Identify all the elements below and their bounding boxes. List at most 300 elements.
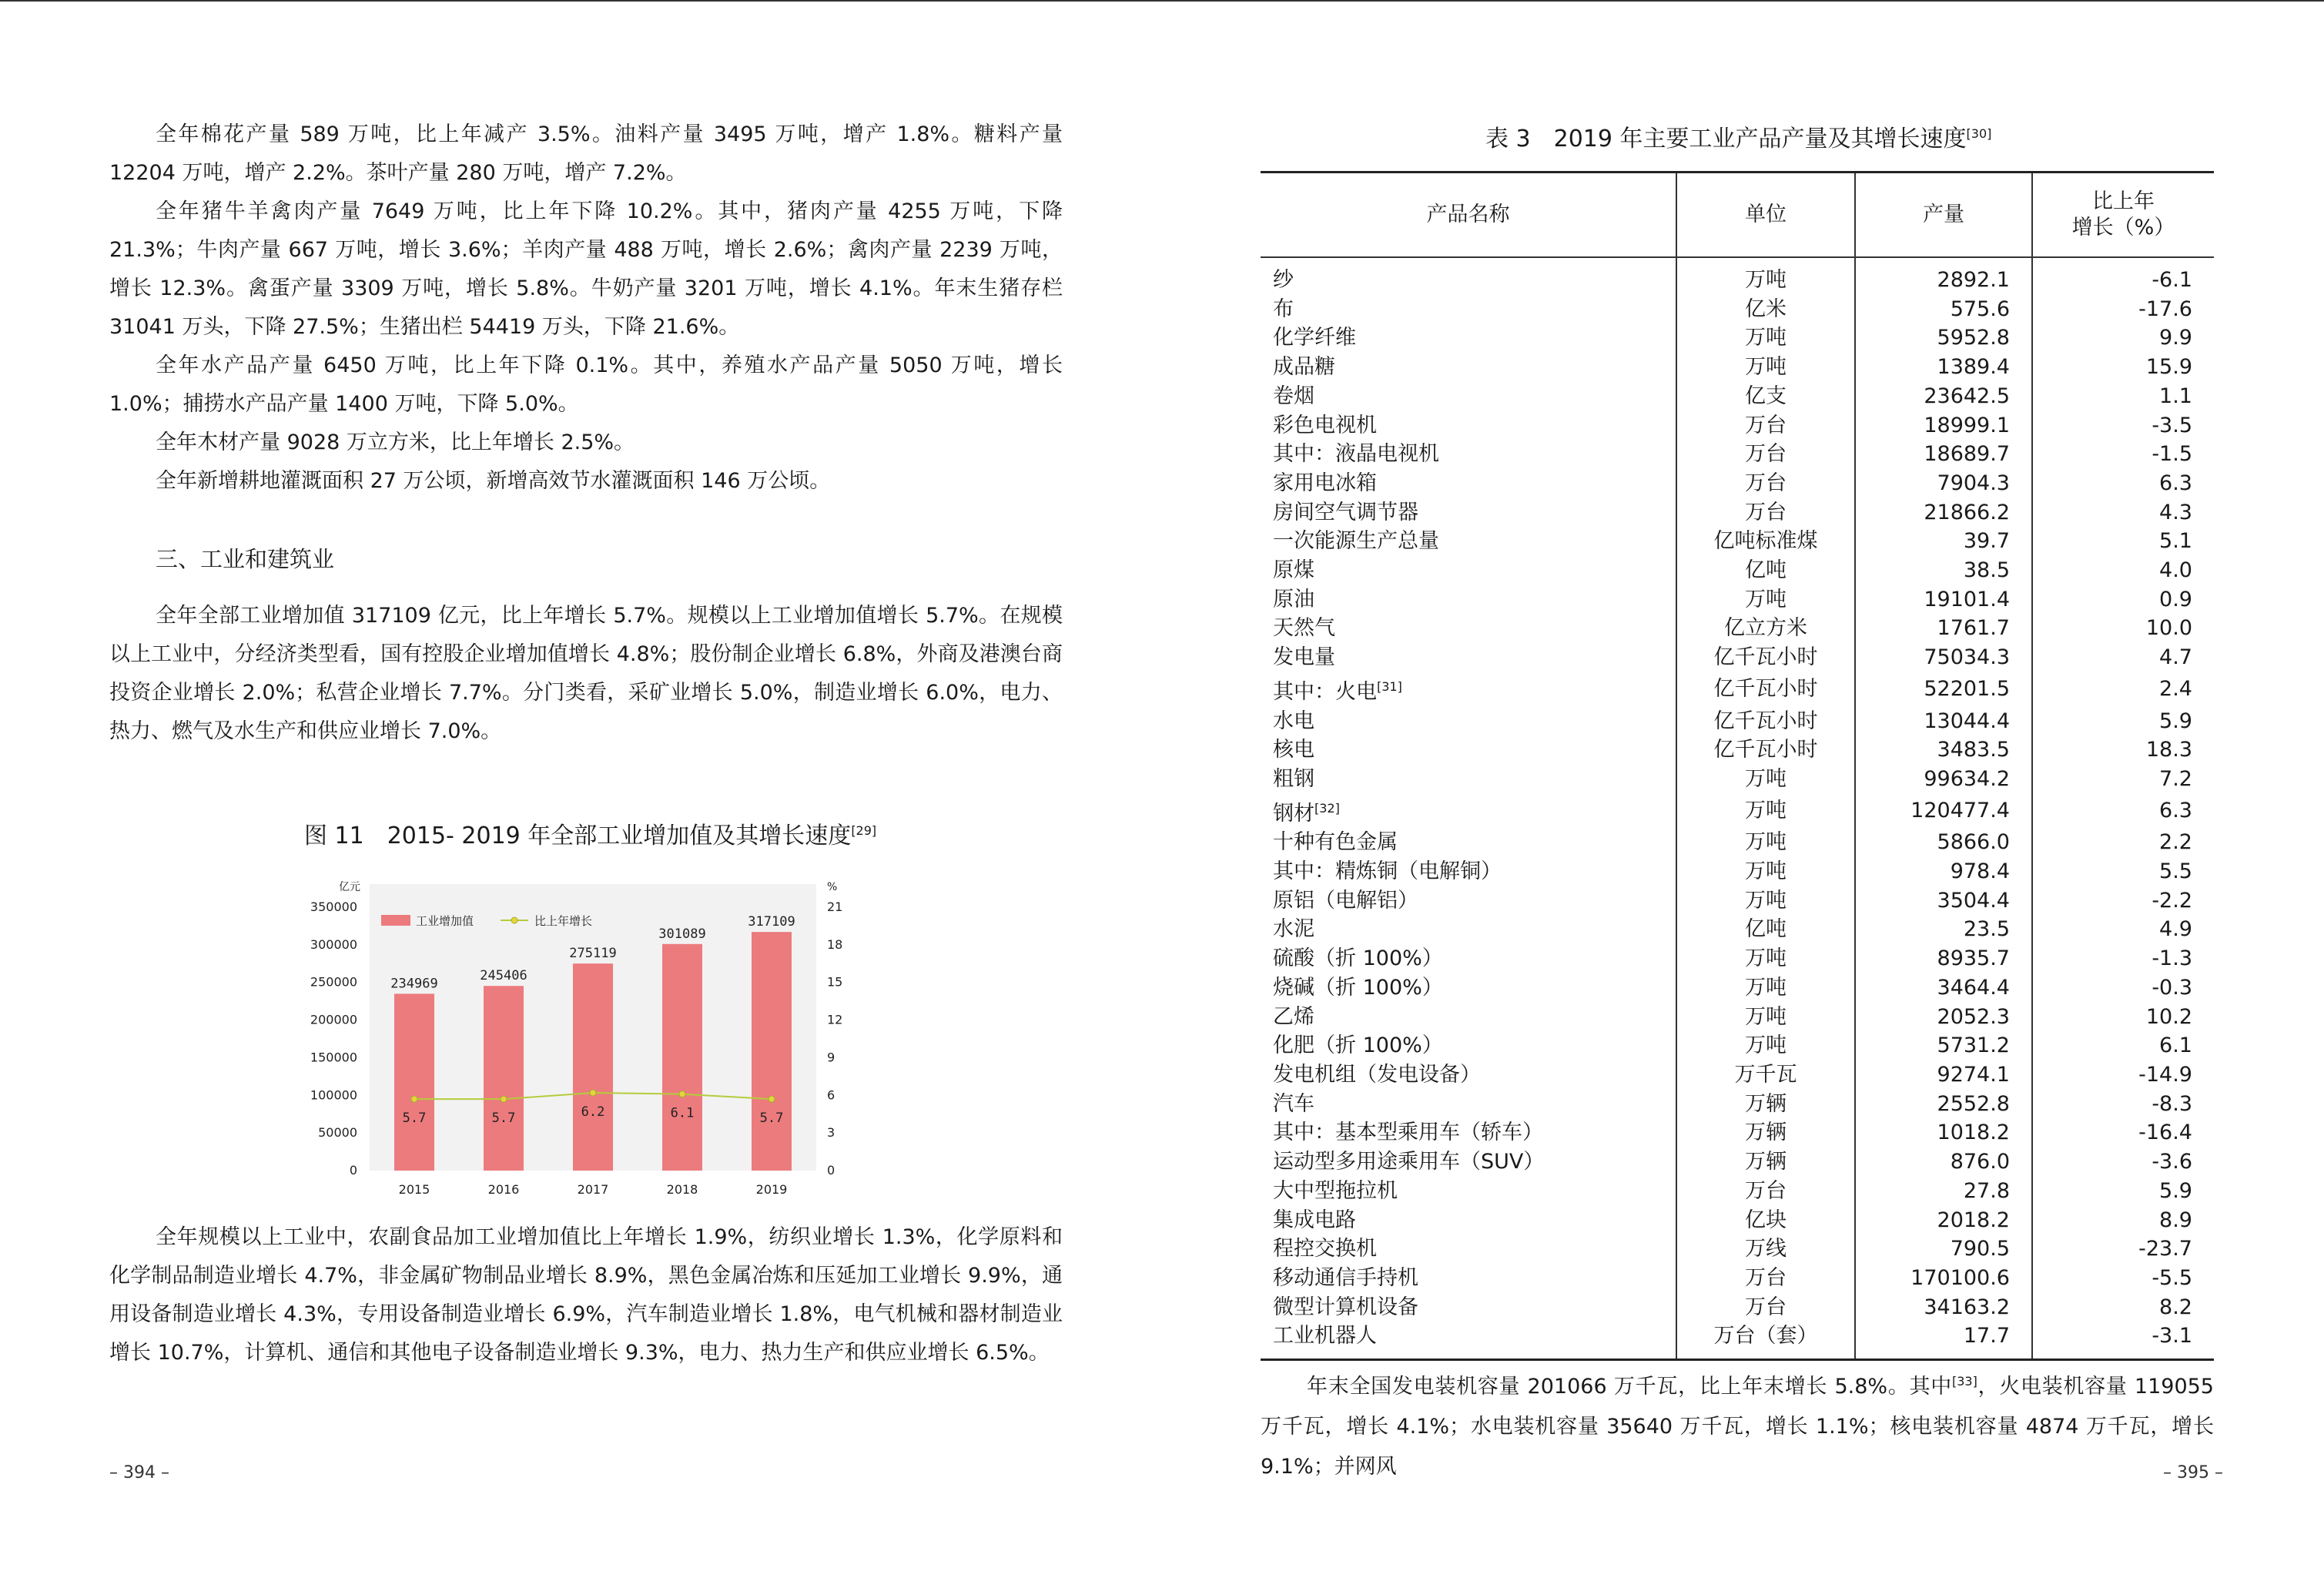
growth-cell	[2032, 323, 2214, 353]
product-name-cell-text: 成品糖	[1273, 355, 1335, 380]
unit-cell-text: 亿吨	[1745, 917, 1787, 942]
output-cell-text: 17.7	[1963, 1324, 2010, 1348]
growth-cell-text: 6.1	[2159, 1034, 2192, 1058]
output-cell	[1855, 353, 2032, 382]
unit-cell	[1676, 498, 1855, 528]
header-output: 产量	[1855, 173, 2032, 258]
product-name-cell-text: 天然气	[1273, 616, 1335, 641]
bar-value-label: 275119	[569, 946, 617, 962]
output-cell-text: 23.5	[1963, 917, 2010, 942]
paragraph-industry-sectors: 全年规模以上工业中，农副食品加工业增加值比上年增长 1.9%，纺织业增长 1.3%，化学原料和化学制品制造业增长 4.7%，非金属矿物制品业增长 8.9%，黑色金属冶炼和压延加工业增长 9.9%，通用设备制造业增长 4.3%，专用设备制造业增长 6.9%，汽车制造业增长 1.8%，电气机械和器材制造业增长 10.7%，计算机、通信和其他电子设备制造业增长 9.3%，电力、热力生产和供应业增长 6.5%。	[109, 1225, 1063, 1365]
bar-value-label: 245406	[480, 968, 527, 984]
growth-cell-text: 4.0	[2159, 558, 2192, 583]
output-cell-text: 34163.2	[1924, 1295, 2010, 1319]
product-name-cell-text: 其中：基本型乘用车（轿车）	[1273, 1121, 1543, 1145]
unit-cell	[1676, 1322, 1855, 1359]
product-name-cell-text: 程控交换机	[1273, 1237, 1377, 1261]
output-cell-text: 1389.4	[1937, 355, 2010, 380]
output-cell	[1855, 886, 2032, 916]
table-row	[1261, 440, 2214, 469]
table-row	[1261, 1235, 2214, 1264]
output-cell	[1855, 915, 2032, 944]
growth-cell	[2032, 1060, 2214, 1090]
output-cell	[1855, 643, 2032, 672]
product-name-cell	[1261, 498, 1676, 528]
table-row	[1261, 886, 2214, 916]
unit-cell	[1676, 1177, 1855, 1206]
product-name-cell-text: 原煤	[1273, 558, 1314, 583]
product-name-cell	[1261, 585, 1676, 615]
growth-cell	[2032, 857, 2214, 886]
growth-point	[501, 1096, 507, 1102]
output-cell-text: 99634.2	[1924, 766, 2010, 791]
output-cell	[1855, 1118, 2032, 1147]
x-tick-label: 2018	[666, 1182, 698, 1197]
output-cell-text: 18689.7	[1924, 442, 2010, 467]
output-cell	[1855, 1206, 2032, 1235]
product-name-cell	[1261, 614, 1676, 643]
growth-cell	[2032, 1147, 2214, 1177]
growth-cell	[2032, 1235, 2214, 1264]
product-name-cell-text: 原铝（电解铝）	[1273, 888, 1418, 913]
paragraph-cotton: 全年棉花产量 589 万吨，比上年减产 3.5%。油料产量 3495 万吨，增产 1.8%。糖料产量 12204 万吨，增产 2.2%。茶叶产量 280 万吨，增产 7.2%。	[109, 122, 1063, 185]
figure-title	[304, 816, 876, 850]
power-capacity-ref: [33]	[1951, 1374, 1977, 1389]
growth-cell-text: 5.9	[2159, 1178, 2192, 1203]
product-name-cell-text: 微型计算机设备	[1273, 1295, 1418, 1319]
growth-cell-text: 1.1	[2159, 384, 2192, 408]
unit-cell-text: 万吨	[1745, 830, 1787, 855]
growth-cell-text: 5.5	[2159, 859, 2192, 884]
unit-cell	[1676, 1147, 1855, 1177]
unit-cell	[1676, 1206, 1855, 1235]
unit-cell-text: 亿千瓦小时	[1713, 677, 1818, 702]
product-name-cell	[1261, 857, 1676, 886]
right-tick-label: 18	[827, 936, 843, 952]
table-row	[1261, 1090, 2214, 1119]
product-name-cell	[1261, 828, 1676, 857]
output-cell	[1855, 1147, 2032, 1177]
unit-cell-text: 亿千瓦小时	[1713, 645, 1818, 670]
product-name-cell-text: 布	[1273, 296, 1294, 321]
growth-cell-text: 8.2	[2159, 1295, 2192, 1319]
product-name-cell	[1261, 527, 1676, 556]
output-cell	[1855, 411, 2032, 441]
unit-cell-text: 万吨	[1745, 587, 1787, 611]
product-name-cell-text: 粗钢	[1273, 766, 1314, 791]
growth-cell	[2032, 794, 2214, 829]
output-cell-text: 27.8	[1963, 1178, 2010, 1203]
product-name-cell	[1261, 1177, 1676, 1206]
table-row	[1261, 353, 2214, 382]
table-row	[1261, 1293, 2214, 1322]
product-name-cell	[1261, 973, 1676, 1003]
growth-cell	[2032, 973, 2214, 1003]
growth-cell	[2032, 1206, 2214, 1235]
table-row	[1261, 614, 2214, 643]
output-cell	[1855, 1235, 2032, 1264]
product-name-cell-text: 移动通信手持机	[1273, 1265, 1418, 1290]
growth-cell	[2032, 585, 2214, 615]
table-row	[1261, 973, 2214, 1003]
unit-cell-text: 万千瓦	[1734, 1062, 1797, 1087]
growth-value-label: 5.7	[491, 1111, 516, 1127]
growth-cell-text: 4.9	[2159, 917, 2192, 942]
bar	[484, 986, 524, 1171]
growth-cell	[2032, 828, 2214, 857]
right-tick-label: 0	[827, 1163, 836, 1178]
output-cell	[1855, 1090, 2032, 1119]
output-cell-text: 2052.3	[1937, 1004, 2010, 1029]
legend-swatch-point	[511, 917, 517, 923]
growth-cell	[2032, 672, 2214, 707]
product-name-cell-text: 房间空气调节器	[1273, 500, 1418, 524]
table-row	[1261, 765, 2214, 794]
growth-cell-text: 8.9	[2159, 1208, 2192, 1232]
table-row	[1261, 1264, 2214, 1293]
x-tick-label: 2019	[755, 1182, 788, 1197]
output-cell-text: 23642.5	[1924, 384, 2010, 408]
industrial-products-table	[1261, 171, 2214, 1361]
growth-cell-text: 2.4	[2159, 677, 2192, 702]
output-cell-text: 38.5	[1963, 558, 2010, 583]
growth-cell	[2032, 1293, 2214, 1322]
unit-cell-text: 万台	[1745, 413, 1787, 437]
product-name-cell-text: 彩色电视机	[1273, 413, 1377, 437]
unit-cell-text: 亿支	[1745, 384, 1787, 408]
output-cell-text: 876.0	[1950, 1150, 2010, 1174]
unit-cell	[1676, 794, 1855, 829]
output-cell	[1855, 944, 2032, 973]
output-cell-text: 170100.6	[1910, 1265, 2010, 1290]
output-cell	[1855, 527, 2032, 556]
paragraph-industry: 全年全部工业增加值 317109 亿元，比上年增长 5.7%。规模以上工业增加值增长 5.7%。在规模以上工业中，分经济类型看，国有控股企业增加值增长 4.8%；股份制企业增长 6.8%，外商及港澳台商投资企业增长 2.0%；私营企业增长 7.7%。分门类看，采矿业增长 5.0%，制造业增长 6.0%，电力、热力、燃气及水生产和供应业增长 7.0%。	[109, 604, 1063, 743]
growth-cell-text: 15.9	[2145, 355, 2192, 380]
product-name-cell	[1261, 707, 1676, 736]
unit-cell	[1676, 1235, 1855, 1264]
unit-cell-text: 万吨	[1745, 859, 1787, 884]
product-name-cell	[1261, 1264, 1676, 1293]
output-cell-text: 2552.8	[1937, 1091, 2010, 1116]
growth-cell	[2032, 643, 2214, 672]
unit-cell	[1676, 765, 1855, 794]
unit-cell	[1676, 585, 1855, 615]
output-cell	[1855, 973, 2032, 1003]
unit-cell-text: 万线	[1745, 1237, 1787, 1261]
product-name-cell	[1261, 643, 1676, 672]
right-tick-label: 12	[827, 1012, 843, 1027]
output-cell	[1855, 440, 2032, 469]
growth-cell-text: 10.0	[2145, 616, 2192, 641]
output-cell	[1855, 1322, 2032, 1359]
unit-cell-text: 万台	[1745, 500, 1787, 524]
growth-cell-text: -6.1	[2152, 268, 2192, 292]
table-title-text: 表 3 2019 年主要工业产品产量及其增长速度	[1485, 126, 1967, 152]
product-name-cell	[1261, 1003, 1676, 1032]
product-name-cell	[1261, 1206, 1676, 1235]
product-name-cell-text: 其中：液晶电视机	[1273, 442, 1439, 467]
table-header-row	[1261, 173, 2214, 258]
growth-cell-text: -5.5	[2152, 1265, 2192, 1290]
product-name-cell	[1261, 765, 1676, 794]
product-name-cell	[1261, 735, 1676, 765]
output-cell	[1855, 295, 2032, 324]
unit-cell-text: 万台	[1745, 1265, 1787, 1290]
unit-cell	[1676, 1090, 1855, 1119]
legend-label-bar: 工业增加值	[416, 914, 474, 928]
left-tick-label: 100000	[310, 1087, 357, 1103]
output-cell	[1855, 672, 2032, 707]
table-row	[1261, 944, 2214, 973]
growth-cell	[2032, 556, 2214, 585]
unit-cell-text: 万吨	[1745, 1034, 1787, 1058]
growth-cell	[2032, 886, 2214, 916]
product-name-cell-text: 原油	[1273, 587, 1314, 611]
growth-cell-text: 7.2	[2159, 766, 2192, 791]
growth-cell	[2032, 1177, 2214, 1206]
unit-cell-text: 万台	[1745, 442, 1787, 467]
growth-cell-text: 4.3	[2159, 500, 2192, 524]
product-name-cell	[1261, 1118, 1676, 1147]
paragraph-aquatic: 全年水产品产量 6450 万吨，比上年下降 0.1%。其中，养殖水产品产量 5050 万吨，增长 1.0%；捕捞水产品产量 1400 万吨，下降 5.0%。	[109, 353, 1063, 416]
unit-cell-text: 万台	[1745, 1178, 1787, 1203]
header-unit: 单位	[1676, 173, 1855, 258]
output-cell-text: 75034.3	[1924, 645, 2010, 670]
product-name-cell	[1261, 411, 1676, 441]
unit-cell	[1676, 886, 1855, 916]
unit-cell	[1676, 1118, 1855, 1147]
output-cell	[1855, 556, 2032, 585]
product-name-cell	[1261, 1090, 1676, 1119]
unit-cell-text: 亿米	[1745, 296, 1787, 321]
bar	[394, 993, 434, 1171]
table-row	[1261, 1031, 2214, 1060]
growth-cell	[2032, 915, 2214, 944]
output-cell-text: 2892.1	[1937, 268, 2010, 292]
growth-cell-text: 0.9	[2159, 587, 2192, 611]
output-cell	[1855, 614, 2032, 643]
growth-cell-text: 18.3	[2145, 738, 2192, 762]
output-cell-text: 21866.2	[1924, 500, 2010, 524]
table-row	[1261, 585, 2214, 615]
unit-cell-text: 万辆	[1745, 1150, 1787, 1174]
growth-cell-text: -14.9	[2138, 1062, 2192, 1087]
product-name-cell-text: 集成电路	[1273, 1208, 1356, 1232]
unit-cell	[1676, 469, 1855, 498]
left-tick-label: 0	[349, 1163, 357, 1178]
output-cell-text: 1761.7	[1937, 616, 2010, 641]
unit-cell	[1676, 973, 1855, 1003]
product-name-cell	[1261, 1235, 1676, 1264]
unit-cell	[1676, 1293, 1855, 1322]
unit-cell	[1676, 556, 1855, 585]
output-cell	[1855, 382, 2032, 411]
unit-cell	[1676, 944, 1855, 973]
figure-ref: [29]	[851, 823, 877, 838]
bar-value-label: 317109	[748, 914, 795, 930]
product-name-cell-text: 水泥	[1273, 917, 1314, 942]
unit-cell	[1676, 1003, 1855, 1032]
table-row	[1261, 295, 2214, 324]
output-cell-text: 7904.3	[1937, 471, 2010, 495]
output-cell	[1855, 257, 2032, 295]
growth-cell	[2032, 1031, 2214, 1060]
growth-cell-text: -1.3	[2152, 946, 2192, 971]
output-cell	[1855, 1031, 2032, 1060]
left-tick-label: 350000	[310, 900, 357, 914]
table-row	[1261, 1206, 2214, 1235]
industrial-value-chart	[293, 870, 878, 1209]
growth-cell-text: -2.2	[2152, 888, 2192, 913]
product-name-cell	[1261, 257, 1676, 295]
unit-cell	[1676, 527, 1855, 556]
header-growth-line1: 比上年	[2092, 189, 2155, 213]
growth-cell-text: -3.5	[2152, 413, 2192, 437]
output-cell	[1855, 1003, 2032, 1032]
table-row	[1261, 469, 2214, 498]
growth-cell	[2032, 1003, 2214, 1032]
output-cell	[1855, 1060, 2032, 1090]
table-row	[1261, 498, 2214, 528]
table-row	[1261, 556, 2214, 585]
left-tick-label: 300000	[310, 936, 357, 952]
product-name-cell-text: 发电机组（发电设备）	[1273, 1062, 1481, 1087]
unit-cell-text: 万辆	[1745, 1121, 1787, 1145]
growth-cell-text: -1.5	[2152, 442, 2192, 467]
unit-cell	[1676, 828, 1855, 857]
unit-cell	[1676, 1264, 1855, 1293]
product-name-cell-text: 一次能源生产总量	[1273, 529, 1439, 554]
x-tick-label: 2017	[577, 1182, 609, 1197]
product-name-cell-text: 烧碱（折 100%）	[1273, 975, 1443, 1000]
growth-cell-text: 2.2	[2159, 830, 2192, 855]
growth-cell	[2032, 735, 2214, 765]
x-tick-label: 2016	[487, 1182, 520, 1197]
table-row	[1261, 1060, 2214, 1090]
product-name-cell-text: 化肥（折 100%）	[1273, 1034, 1443, 1058]
unit-cell-text: 亿千瓦小时	[1713, 709, 1818, 733]
table-row	[1261, 411, 2214, 441]
output-cell	[1855, 469, 2032, 498]
output-cell	[1855, 1293, 2032, 1322]
product-name-cell-text: 纱	[1273, 268, 1294, 292]
product-name-cell	[1261, 1147, 1676, 1177]
growth-cell	[2032, 1090, 2214, 1119]
growth-cell-text: -17.6	[2138, 296, 2192, 321]
output-cell-text: 8935.7	[1937, 946, 2010, 971]
growth-cell	[2032, 707, 2214, 736]
legend-swatch-bar	[381, 915, 410, 926]
table-row	[1261, 915, 2214, 944]
page-number-left: – 394 –	[109, 1463, 169, 1482]
product-name-cell-text: 汽车	[1273, 1091, 1314, 1116]
growth-cell-text: 5.1	[2159, 529, 2192, 554]
paragraph-meat: 全年猪牛羊禽肉产量 7649 万吨，比上年下降 10.2%。其中，猪肉产量 4255 万吨，下降 21.3%；牛肉产量 667 万吨，增长 3.6%；羊肉产量 488 万吨，增长 2.6%；禽肉产量 2239 万吨，增长 12.3%。禽蛋产量 3309 万吨，增长 5.8%。牛奶产量 3201 万吨，增长 4.1%。年末生猪存栏 31041 万头，下降 27.5%；生猪出栏 54419 万头，下降 21.6%。	[109, 199, 1063, 339]
product-name-cell-text: 核电	[1273, 738, 1314, 762]
unit-cell-text: 万台	[1745, 471, 1787, 495]
left-axis-unit: 亿元	[339, 881, 360, 893]
output-cell-text: 13044.4	[1924, 709, 2010, 733]
growth-cell-text: 9.9	[2159, 326, 2192, 350]
unit-cell	[1676, 1060, 1855, 1090]
output-cell-text: 18999.1	[1924, 413, 2010, 437]
table-ref: [30]	[1966, 126, 1992, 141]
product-name-cell	[1261, 794, 1676, 829]
power-capacity-text-b: ，火电装机容量 119055 万千瓦，增长 4.1%；水电装机容量 35640 万千瓦，增长 1.1%；核电装机容量 4874 万千瓦，增长 9.1%；并网风	[1261, 1375, 2214, 1479]
unit-cell	[1676, 257, 1855, 295]
growth-cell	[2032, 295, 2214, 324]
growth-value-label: 6.1	[670, 1105, 695, 1121]
growth-cell-text: -23.7	[2138, 1237, 2192, 1261]
output-cell	[1855, 765, 2032, 794]
output-cell	[1855, 1177, 2032, 1206]
unit-cell	[1676, 353, 1855, 382]
growth-cell	[2032, 765, 2214, 794]
output-cell-text: 3483.5	[1937, 738, 2010, 762]
growth-cell-text: -8.3	[2152, 1091, 2192, 1116]
table-row	[1261, 794, 2214, 829]
output-cell-text: 790.5	[1950, 1237, 2010, 1261]
output-cell-text: 3504.4	[1937, 888, 2010, 913]
product-name-cell-text: 钢材	[1273, 801, 1314, 826]
product-name-cell-text: 硫酸（折 100%）	[1273, 946, 1443, 971]
product-name-cell-text: 其中：精炼铜（电解铜）	[1273, 859, 1502, 884]
product-name-cell-text: 运动型多用途乘用车（SUV）	[1273, 1150, 1545, 1174]
product-name-cell	[1261, 440, 1676, 469]
growth-cell	[2032, 1118, 2214, 1147]
product-name-cell	[1261, 323, 1676, 353]
output-cell-text: 120477.4	[1910, 799, 2010, 823]
growth-cell-text: -3.6	[2152, 1150, 2192, 1174]
unit-cell	[1676, 1031, 1855, 1060]
growth-cell-text: 6.3	[2159, 799, 2192, 823]
table-row	[1261, 1147, 2214, 1177]
output-cell-text: 978.4	[1950, 859, 2010, 884]
table-row	[1261, 735, 2214, 765]
table-row	[1261, 643, 2214, 672]
product-name-cell	[1261, 353, 1676, 382]
growth-point	[590, 1090, 596, 1096]
x-tick-label: 2015	[398, 1182, 430, 1197]
figure-title-text: 图 11 2015- 2019 年全部工业增加值及其增长速度	[304, 822, 852, 849]
growth-point	[411, 1096, 417, 1102]
growth-cell	[2032, 944, 2214, 973]
product-name-cell-text: 十种有色金属	[1273, 830, 1398, 855]
paragraph-timber: 全年木材产量 9028 万立方米，比上年增长 2.5%。	[156, 431, 635, 454]
product-name-cell-text: 其中：火电	[1273, 679, 1377, 704]
table-row	[1261, 672, 2214, 707]
growth-point	[679, 1091, 685, 1097]
header-growth-line2: 增长（%）	[2071, 216, 2175, 240]
product-name-cell	[1261, 1060, 1676, 1090]
table-row	[1261, 1322, 2214, 1359]
table-row	[1261, 857, 2214, 886]
right-tick-label: 6	[827, 1087, 836, 1103]
output-cell	[1855, 323, 2032, 353]
paragraph-irrigation: 全年新增耕地灌溉面积 27 万公顷，新增高效节水灌溉面积 146 万公顷。	[156, 469, 831, 493]
unit-cell-text: 万台	[1745, 1295, 1787, 1319]
unit-cell-text: 万台（套）	[1713, 1324, 1818, 1348]
power-capacity-text-a: 年末全国发电装机容量 201066 万千瓦，比上年末增长 5.8%。其中	[1307, 1375, 1952, 1399]
product-name-cell	[1261, 295, 1676, 324]
table-row	[1261, 527, 2214, 556]
product-name-cell-text: 水电	[1273, 709, 1314, 733]
growth-cell	[2032, 469, 2214, 498]
left-tick-label: 250000	[310, 974, 357, 990]
left-tick-label: 200000	[310, 1012, 357, 1027]
legend-label-line: 比上年增长	[534, 914, 593, 928]
output-cell	[1855, 1264, 2032, 1293]
